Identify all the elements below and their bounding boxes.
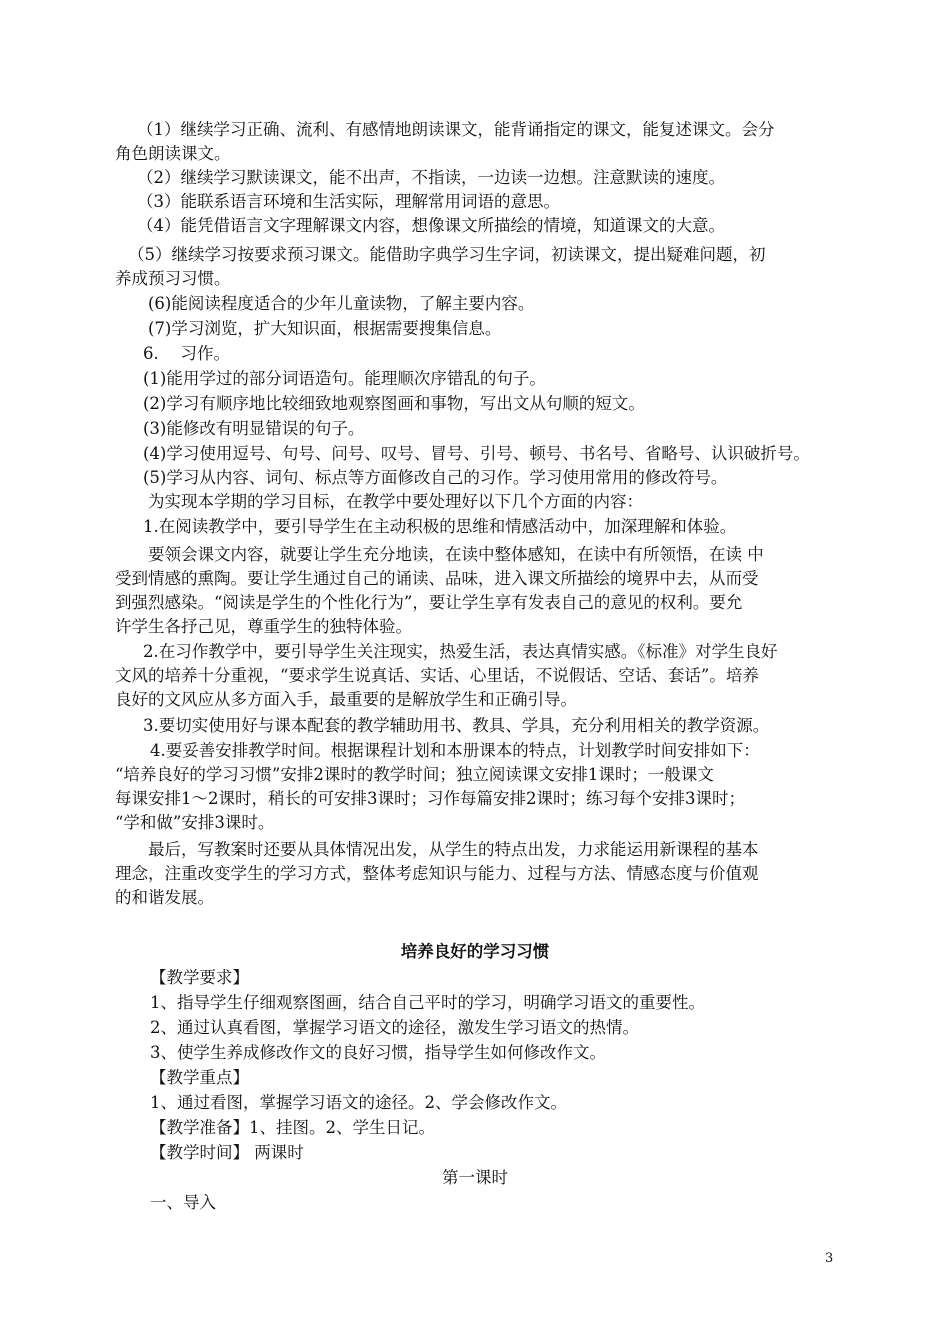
text-line: (4)学习使用逗号、句号、问号、叹号、冒号、引号、顿号、书名号、省略号、认识破折号。 <box>143 444 810 463</box>
text-line: 最后，写教案时还要从具体情况出发，从学生的特点出发，力求能运用新课程的基本 <box>148 840 759 859</box>
section-heading: 一、导入 <box>150 1193 216 1212</box>
text-line: 文风的培养十分重视，“要求学生说真话、实话、心里话，不说假话、空话、套话”。培养 <box>115 666 759 685</box>
text-line: (2)学习有顺序地比较细致地观察图画和事物，写出文从句顺的短文。 <box>143 394 645 413</box>
text-line: “学和做”安排3课时。 <box>115 813 275 832</box>
text-line: (1)能用学过的部分词语造句。能理顺次序错乱的句子。 <box>143 369 546 388</box>
text-line: 1、通过看图，掌握学习语文的途径。2、学会修改作文。 <box>150 1093 567 1112</box>
text-line: (6)能阅读程度适合的少年儿童读物，了解主要内容。 <box>148 294 535 313</box>
text-line: 理念，注重改变学生的学习方式，整体考虑知识与能力、过程与方法、情感态度与价值观 <box>115 864 759 883</box>
text-line: 每课安排1～2课时，稍长的可安排3课时；习作每篇安排2课时；练习每个安排3课时； <box>115 789 745 808</box>
lesson-title: 培养良好的学习习惯 <box>400 942 550 961</box>
text-line: （2）继续学习默读课文，能不出声，不指读，一边读一边想。注意默读的速度。 <box>137 168 725 187</box>
text-line: 许学生各抒己见，尊重学生的独特体验。 <box>115 617 412 636</box>
text-line: 养成预习习惯。 <box>115 269 231 288</box>
text-line: 2、通过认真看图，掌握学习语文的途径，激发生学习语文的热情。 <box>150 1018 639 1037</box>
text-line: “培养良好的学习习惯”安排2课时的教学时间；独立阅读课文安排1课时；一般课文 <box>115 765 714 784</box>
page-number: 3 <box>825 1251 834 1266</box>
text-line: (5)学习从内容、词句、标点等方面修改自己的习作。学习使用常用的修改符号。 <box>143 468 728 487</box>
text-line: 受到情感的熏陶。要让学生通过自己的诵读、品味，进入课文所描绘的境界中去，从而受 <box>115 569 759 588</box>
text-line: （1）继续学习正确、流利、有感情地朗读课文，能背诵指定的课文，能复述课文。会分 <box>137 120 775 139</box>
text-line: 1、指导学生仔细观察图画，结合自己平时的学习，明确学习语文的重要性。 <box>150 993 705 1012</box>
text-line: （3）能联系语言环境和生活实际，理解常用词语的意思。 <box>137 192 560 211</box>
text-line: 为实现本学期的学习目标，在教学中要处理好以下几个方面的内容： <box>148 492 643 511</box>
text-line: 到强烈感染。“阅读是学生的个性化行为”，要让学生享有发表自己的意见的权利。要允 <box>115 593 743 612</box>
teaching-focus-label: 【教学重点】 <box>150 1068 249 1087</box>
teaching-preparation: 【教学准备】1、挂图。2、学生日记。 <box>150 1118 435 1137</box>
text-line: 2.在习作教学中，要引导学生关注现实，热爱生活，表达真情实感。《标准》对学生良好 <box>143 642 778 661</box>
text-line: 角色朗读课文。 <box>115 144 231 163</box>
text-line: 3、使学生养成修改作文的良好习惯，指导学生如何修改作文。 <box>150 1043 606 1062</box>
period-title: 第一课时 <box>442 1168 508 1187</box>
text-line: 3.要切实使用好与课本配套的教学辅助用书、教具、学具，充分利用相关的教学资源。 <box>143 716 770 735</box>
text-line: (3)能修改有明显错误的句子。 <box>143 419 365 438</box>
teaching-time: 【教学时间】 两课时 <box>150 1143 304 1162</box>
teaching-requirements-label: 【教学要求】 <box>150 968 249 987</box>
text-line: 1.在阅读教学中，要引导学生在主动积极的思维和情感活动中，加深理解和体验。 <box>143 517 737 536</box>
text-line: 的和谐发展。 <box>115 888 214 907</box>
text-line: （5）继续学习按要求预习课文。能借助字典学习生字词，初读课文，提出疑难问题，初 <box>128 245 766 264</box>
text-line: (7)学习浏览，扩大知识面，根据需要搜集信息。 <box>148 319 502 338</box>
text-line: （4）能凭借语言文字理解课文内容，想像课文所描绘的情境，知道课文的大意。 <box>137 216 725 235</box>
section-heading: 6. 习作。 <box>143 344 230 363</box>
text-line: 要领会课文内容，就要让学生充分地读，在读中整体感知，在读中有所领悟，在读 中 <box>148 545 764 564</box>
text-line: 4.要妥善安排教学时间。根据课程计划和本册课本的特点，计划教学时间安排如下： <box>150 741 760 760</box>
text-line: 良好的文风应从多方面入手，最重要的是解放学生和正确引导。 <box>115 690 577 709</box>
